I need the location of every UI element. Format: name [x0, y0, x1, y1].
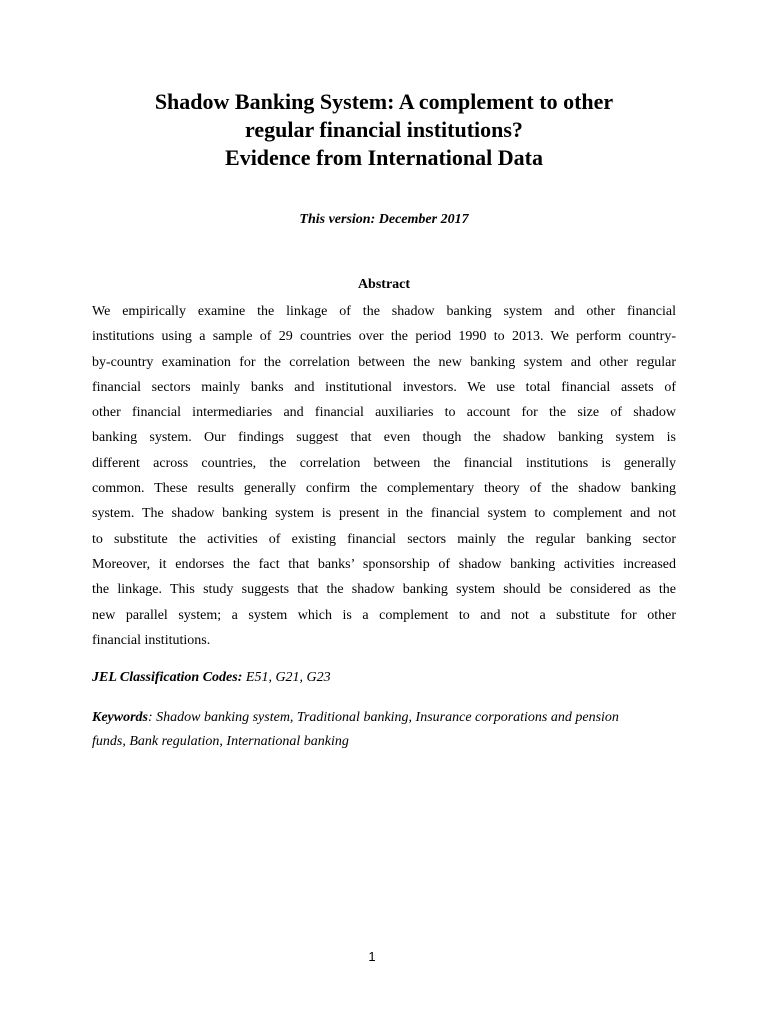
- abstract-line: new parallel system; a system which is a complement to and not a substitute for other: [92, 607, 676, 623]
- abstract-line: Moreover, it endorses the fact that banks’ sponsorship of shadow banking activities increased: [92, 556, 676, 572]
- keywords-line-2: funds, Bank regulation, International banking: [92, 734, 349, 749]
- title-line-1: Shadow Banking System: A complement to other: [154, 89, 614, 114]
- title-line-3: Evidence from International Data: [225, 145, 543, 170]
- abstract-line: financial sectors mainly banks and institutional investors. We use total financial assets of: [92, 379, 676, 395]
- keywords-section: [92, 706, 676, 754]
- version-date: This version: December 2017: [299, 212, 469, 227]
- abstract-line: system. The shadow banking system is present in the financial system to complement and not: [92, 506, 676, 522]
- abstract-line: common. These results generally confirm the complementary theory of the shadow banking: [92, 481, 676, 497]
- abstract-line: financial institutions.: [92, 632, 211, 648]
- keywords-line-1: [92, 706, 676, 730]
- abstract-line: by-country examination for the correlation between the new banking system and other regular: [92, 354, 676, 370]
- abstract-line: to substitute the activities of existing financial sectors mainly the regular banking sector: [92, 531, 676, 547]
- page-number: 1: [368, 949, 376, 964]
- jel-label: JEL Classification Codes:: [92, 670, 243, 685]
- abstract-line: institutions using a sample of 29 countries over the period 1990 to 2013. We perform country-: [92, 329, 676, 345]
- abstract-line: different across countries, the correlation between the financial institutions is generally: [92, 455, 676, 471]
- jel-codes: E51, G21, G23: [242, 670, 331, 685]
- paper-title: [92, 88, 676, 172]
- title-line-2: regular financial institutions?: [245, 117, 523, 142]
- abstract-line: banking system. Our findings suggest that even though the shadow banking system is: [92, 430, 676, 446]
- keywords-text-1: : Shadow banking system, Traditional banking, Insurance corporations and pension: [148, 710, 619, 725]
- abstract-line: the linkage. This study suggests that the shadow banking system should be considered as the: [92, 582, 676, 598]
- abstract-body: [92, 299, 676, 653]
- abstract-heading: Abstract: [357, 277, 411, 292]
- jel-classification: [92, 666, 676, 690]
- keywords-label: Keywords: [92, 710, 148, 725]
- abstract-line: We empirically examine the linkage of the shadow banking system and other financial: [92, 304, 676, 319]
- abstract-line: other financial intermediaries and financial auxiliaries to account for the size of shadow: [92, 405, 676, 421]
